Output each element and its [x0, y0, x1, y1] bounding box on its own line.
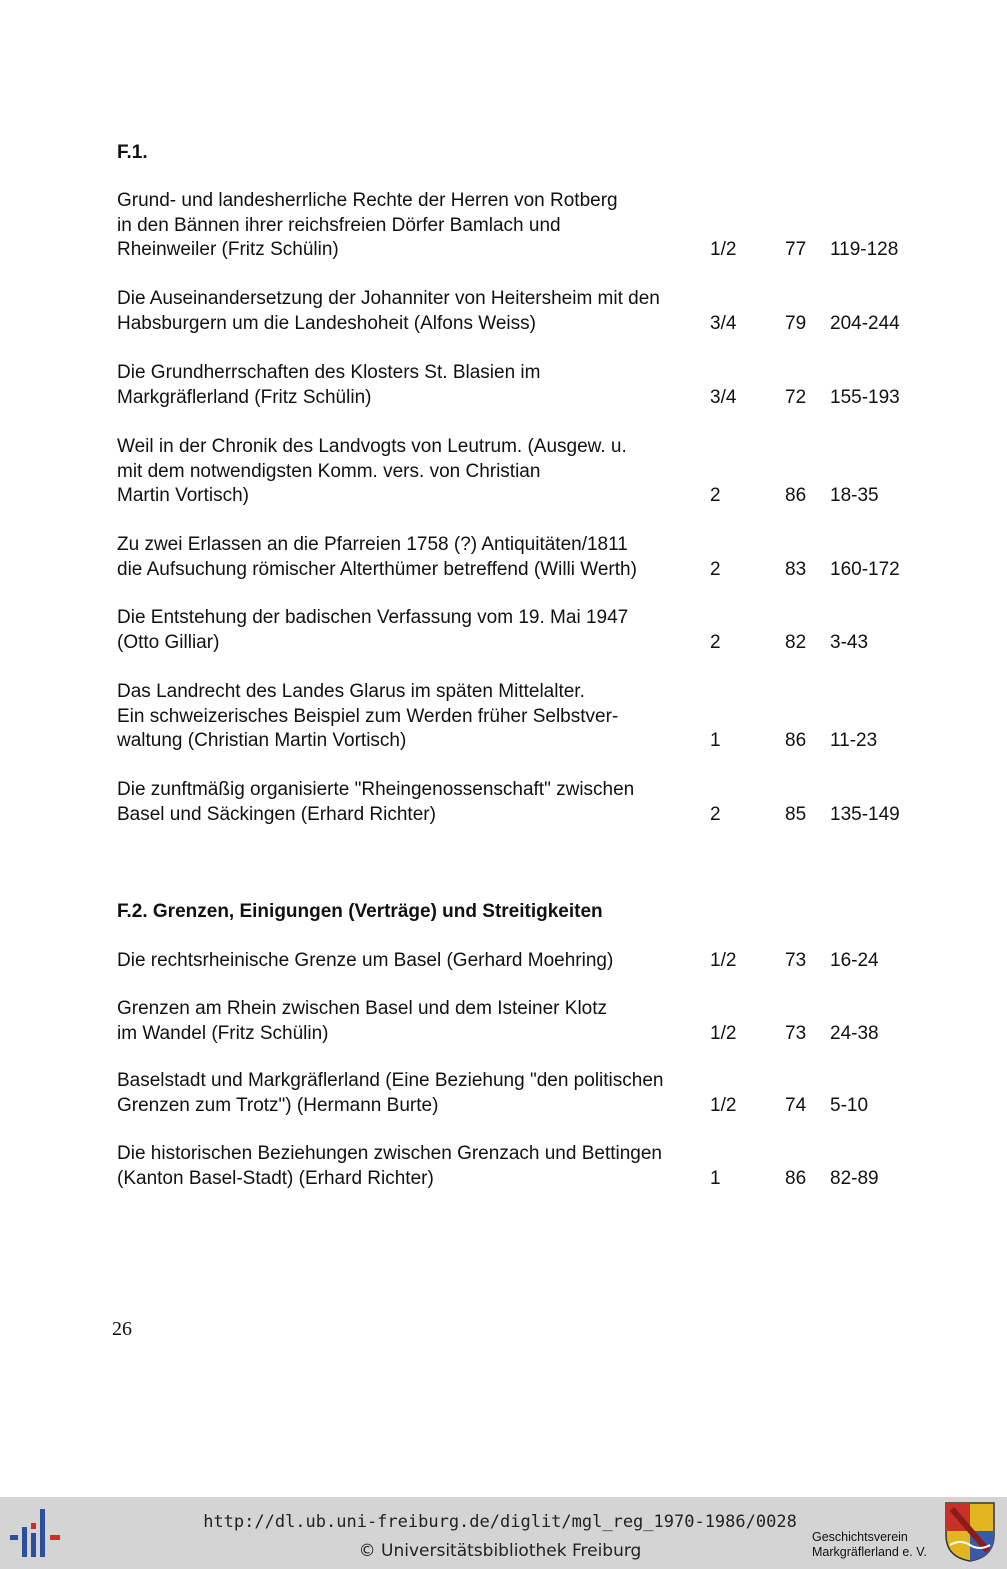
entry-title: Die zunftmäßig organisierte "Rheingenossenschaft" zwischen Basel und Säckingen (Erhard Richter) [117, 779, 635, 825]
entry-jahr: 73 [785, 1022, 807, 1044]
entry-title: Zu zwei Erlassen an die Pfarreien 1758 (?) Antiquitäten/1811 die Aufsuchung römischer Alterthümer betreffend (Willi Werth) [117, 534, 637, 580]
entry-heft: 1 [710, 730, 721, 752]
entry-title: Die Auseinandersetzung der Johanniter von Heitersheim mit den Habsburgern um die Landeshoheit (Alfons Weiss) [117, 288, 660, 334]
entry-jahr: 82 [785, 631, 807, 653]
entry-title: Das Landrecht des Landes Glarus im späten Mittelalter. Ein schweizerisches Beispiel zum Werden früher Selbstver- waltung (Christian Martin Vortisch) [117, 681, 619, 752]
entry-jahr: 73 [785, 950, 807, 971]
entry-seite: 135-149 [830, 803, 900, 825]
entry-seite: 204-244 [830, 312, 900, 334]
footer-url[interactable]: http://dl.ub.uni-freiburg.de/diglit/mgl_reg_1970-1986/0028 [203, 1512, 797, 1532]
entry-jahr: 86 [785, 485, 807, 507]
list-item [117, 1142, 917, 1191]
list-item [117, 189, 917, 263]
entry-seite: 155-193 [830, 386, 900, 408]
list-item [117, 778, 917, 827]
entry-seite: 16-24 [830, 950, 879, 971]
list-item [117, 435, 917, 509]
entry-title: Die Entstehung der badischen Verfassung vom 19. Mai 1947 (Otto Gilliar) [117, 607, 629, 653]
coat-of-arms-icon [944, 1501, 996, 1563]
entry-heft: 2 [710, 631, 721, 653]
page-number: 26 [112, 1318, 132, 1340]
entry-seite: 18-35 [830, 485, 879, 507]
list-item [117, 606, 917, 655]
entry-heft: 2 [710, 558, 721, 580]
list-item [117, 949, 917, 974]
entry-title: Grund- und landesherrliche Rechte der Herren von Rotberg in den Bännen ihrer reichsfreien Dörfer Bamlach und Rheinweiler (Fritz Schülin) [117, 190, 618, 261]
entry-heft: 1/2 [710, 950, 737, 971]
list-item [117, 997, 917, 1046]
entry-heft: 1/2 [710, 1094, 737, 1116]
list-item [117, 533, 917, 582]
entry-seite: 119-128 [830, 239, 899, 261]
footer-bar [0, 1497, 1007, 1569]
entry-heft: 3/4 [710, 312, 737, 334]
list-item [117, 287, 917, 336]
entry-title: Die Grundherrschaften des Klosters St. Blasien im Markgräflerland (Fritz Schülin) [117, 362, 541, 408]
entry-heft: 1 [710, 1167, 721, 1189]
entry-jahr: 85 [785, 803, 807, 825]
entry-jahr: 77 [785, 239, 807, 261]
entry-seite: 82-89 [830, 1167, 879, 1189]
entry-heft: 3/4 [710, 386, 737, 408]
entry-heft: 2 [710, 485, 721, 507]
entry-jahr: 83 [785, 558, 807, 580]
entry-title: Die historischen Beziehungen zwischen Grenzach und Bettingen (Kanton Basel-Stadt) (Erhard Richter) [117, 1143, 662, 1189]
footer-copyright: © Universitätsbibliothek Freiburg [358, 1541, 642, 1561]
entry-heft: 1/2 [710, 239, 737, 261]
entry-jahr: 86 [785, 1167, 807, 1189]
entry-heft: 2 [710, 803, 721, 825]
list-item [117, 680, 917, 754]
section-heading-f2: F.2. Grenzen, Einigungen (Verträge) und Streitigkeiten [117, 901, 603, 922]
society-name-line2: Markgräflerland e. V. [812, 1545, 927, 1559]
entry-seite: 11-23 [830, 730, 878, 752]
section-heading-f1: F.1. [117, 142, 148, 163]
entry-title: Baselstadt und Markgräflerland (Eine Beziehung "den politischen Grenzen zum Trotz") (Hermann Burte) [117, 1070, 664, 1116]
list-item [117, 1069, 917, 1118]
entry-heft: 1/2 [710, 1022, 737, 1044]
entry-seite: 160-172 [830, 558, 900, 580]
entry-seite: 24-38 [830, 1022, 879, 1044]
entry-seite: 3-43 [830, 631, 869, 653]
entry-seite: 5-10 [830, 1094, 869, 1116]
entry-title: Die rechtsrheinische Grenze um Basel (Gerhard Moehring) [117, 950, 614, 971]
entry-jahr: 86 [785, 730, 807, 752]
list-item [117, 361, 917, 410]
entry-jahr: 72 [785, 386, 807, 408]
entry-jahr: 74 [785, 1094, 807, 1116]
entry-title: Weil in der Chronik des Landvogts von Leutrum. (Ausgew. u. mit dem notwendigsten Komm. vers. von Christian Martin Vortisch) [117, 436, 627, 507]
society-name-line1: Geschichtsverein [812, 1530, 908, 1544]
entry-jahr: 79 [785, 312, 807, 334]
entry-title: Grenzen am Rhein zwischen Basel und dem Isteiner Klotz im Wandel (Fritz Schülin) [117, 998, 608, 1044]
